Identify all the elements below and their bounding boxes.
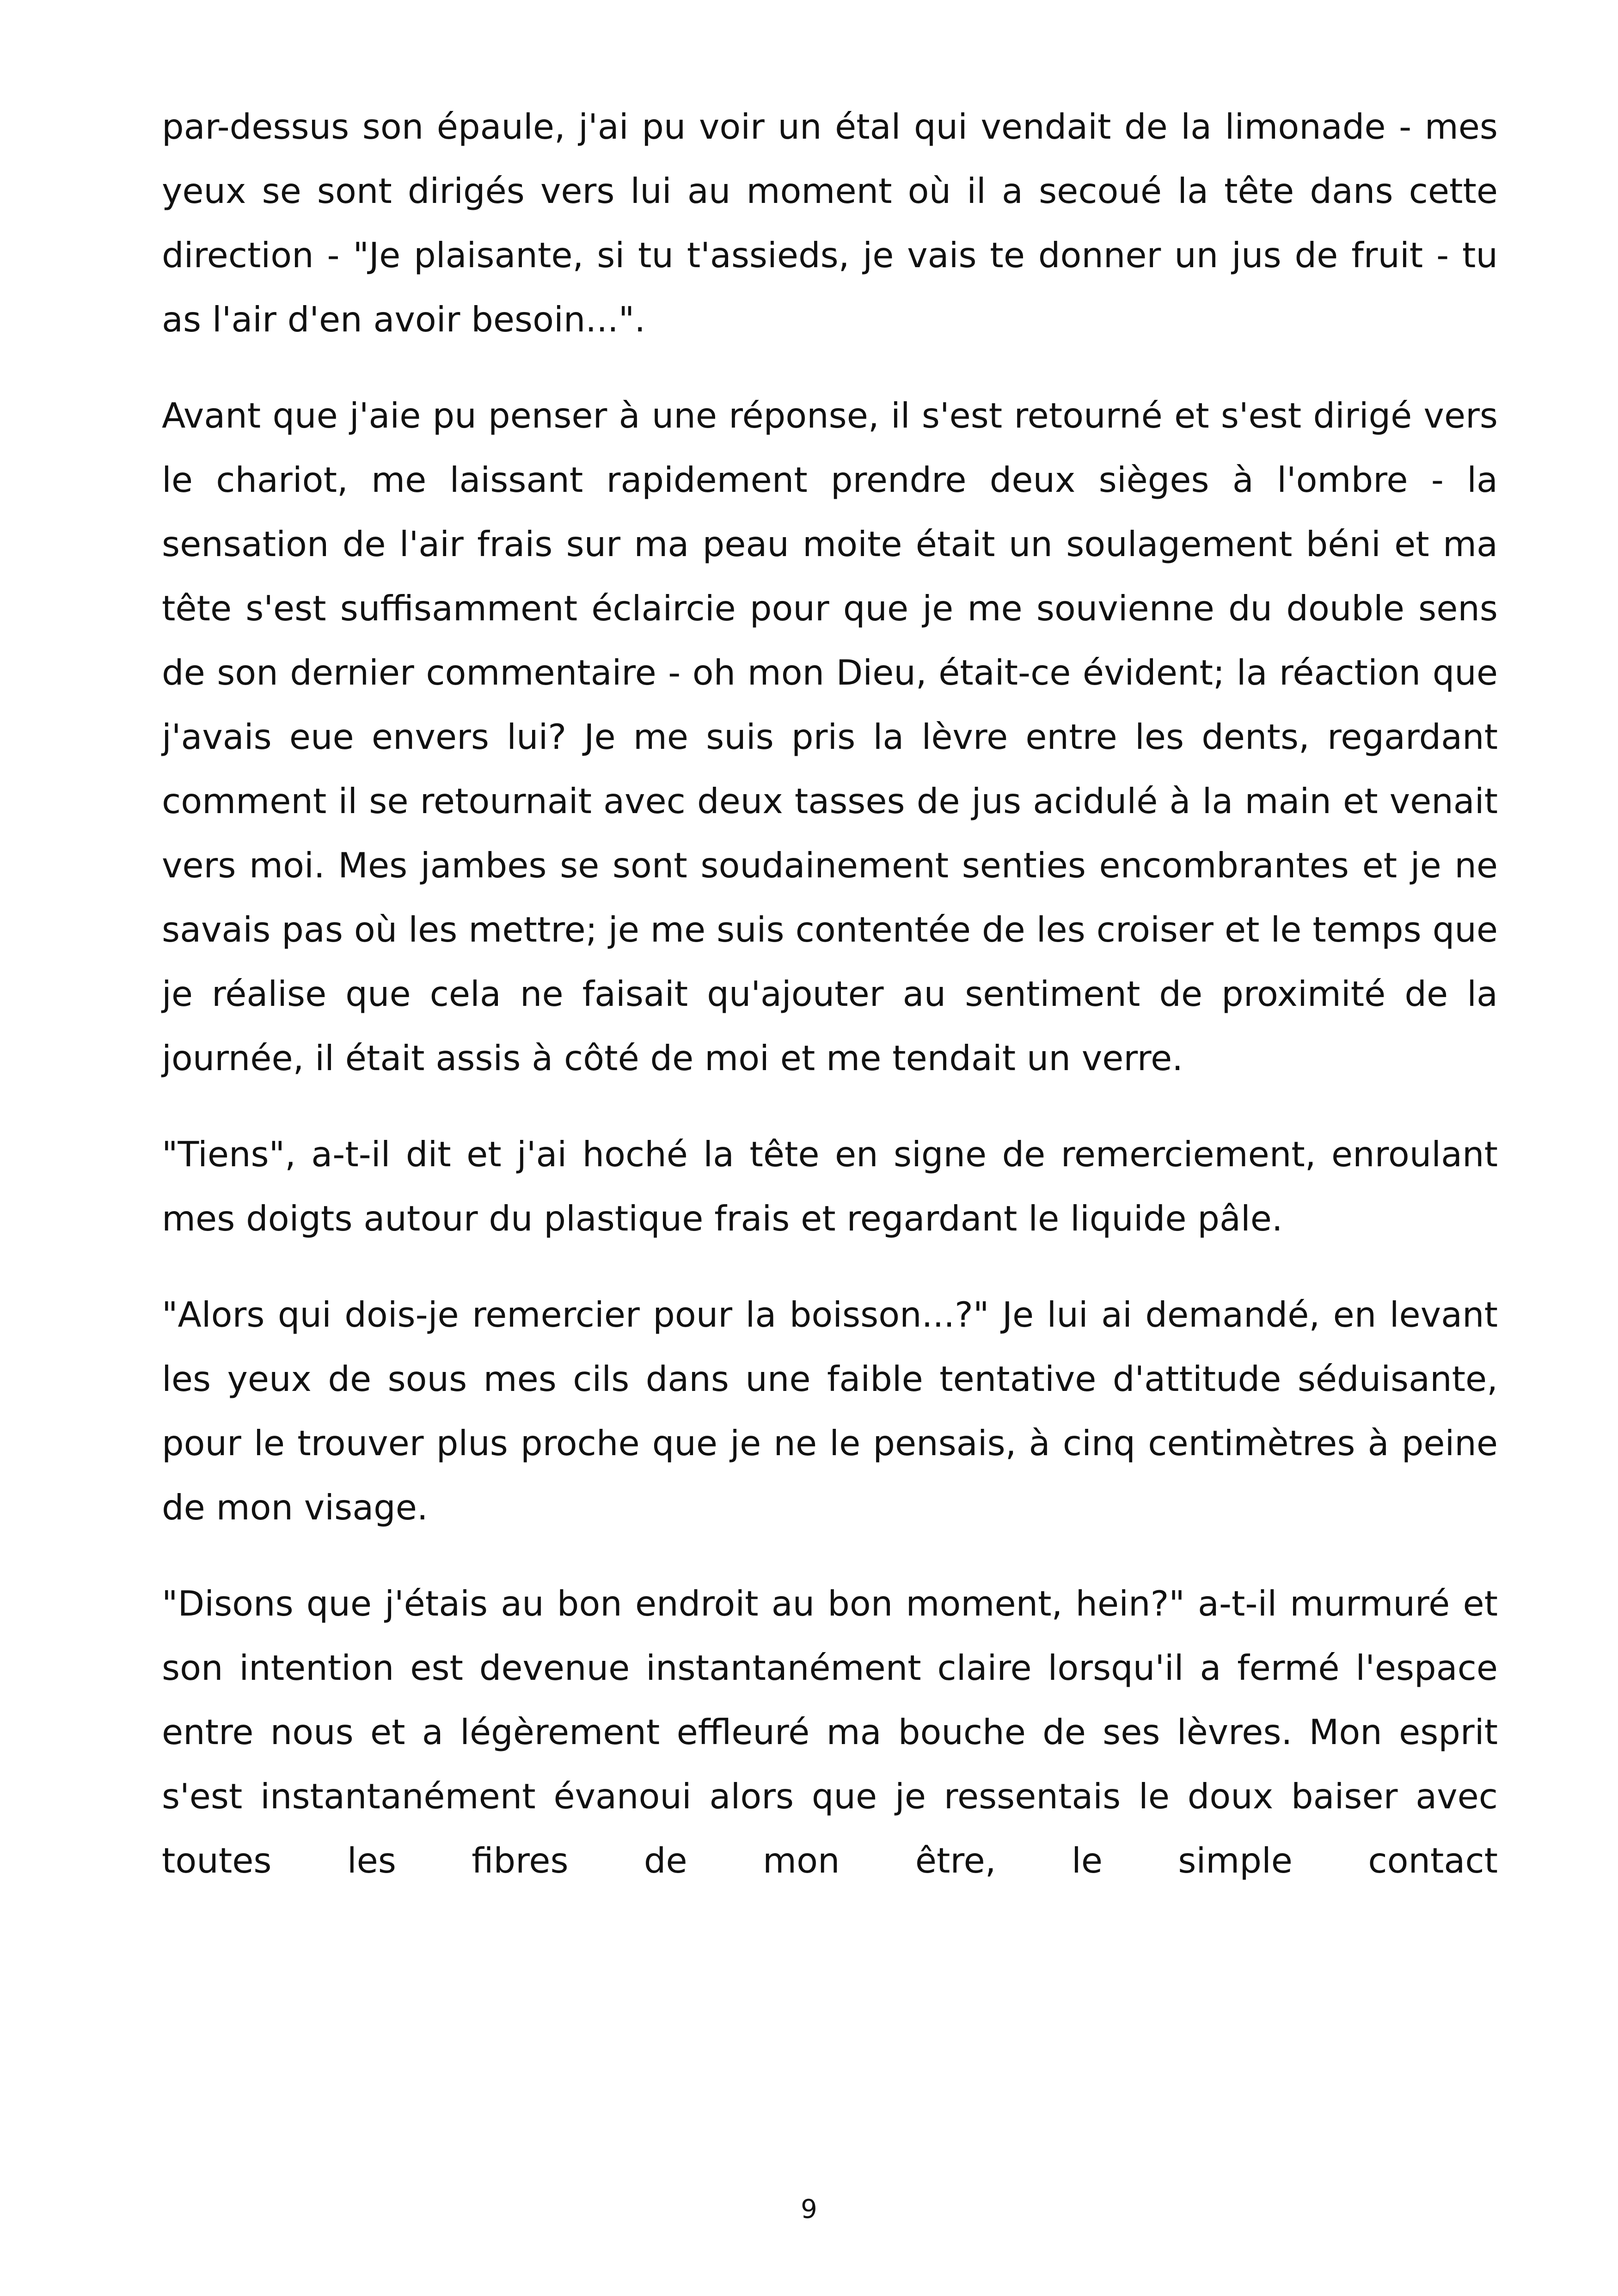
paragraph-2: Avant que j'aie pu penser à une réponse, il s'est retourné et s'est dirigé vers le chariot, me laissant rapidement prendre deux sièges à l'ombre - la sensation de l'air frais sur ma peau moite était un soulagement béni et ma tête s'est suffisamment éclaircie pour que je me souvienne du double sens de son dernier commentaire - oh mon Dieu, était-ce évident; la réaction que j'avais eue envers lui? Je me suis pris la lèvre entre les dents, regardant comment il se retournait avec deux tasses de jus acidulé à la main et venait vers moi. Mes jambes se sont soudainement senties encombrantes et je ne savais pas où les mettre; je me suis contentée de les croiser et le temps que je réalise que cela ne faisait qu'ajouter au sentiment de proximité de la journée, il était assis à côté de moi et me tendait un verre. — [162, 395, 1498, 1078]
paragraph-5: "Disons que j'étais au bon endroit au bon moment, hein?" a-t-il murmuré et son intention est devenue instantanément claire lorsqu'il a fermé l'espace entre nous et a légèrement effleuré ma bouche de ses lèvres. Mon esprit s'est instantanément évanoui alors que je ressentais le doux baiser avec toutes les fibres de mon être, le simple contact — [162, 1583, 1498, 1881]
page-number: 9 — [801, 2194, 817, 2224]
paragraph-1: par-dessus son épaule, j'ai pu voir un étal qui vendait de la limonade - mes yeux se sont dirigés vers lui au moment où il a secoué la tête dans cette direction - "Je plaisante, si tu t'assieds, je vais te donner un jus de fruit - tu as l'air d'en avoir besoin...". — [162, 106, 1498, 340]
paragraph-3: "Tiens", a-t-il dit et j'ai hoché la tête en signe de remerciement, enroulant mes doigts autour du plastique frais et regardant le liquide pâle. — [162, 1134, 1498, 1239]
paragraph-4: "Alors qui dois-je remercier pour la boisson...?" Je lui ai demandé, en levant les yeux de sous mes cils dans une faible tentative d'attitude séduisante, pour le trouver plus proche que je ne le pensais, à cinq centimètres à peine de mon visage. — [162, 1294, 1498, 1528]
body-text — [162, 95, 1498, 1893]
